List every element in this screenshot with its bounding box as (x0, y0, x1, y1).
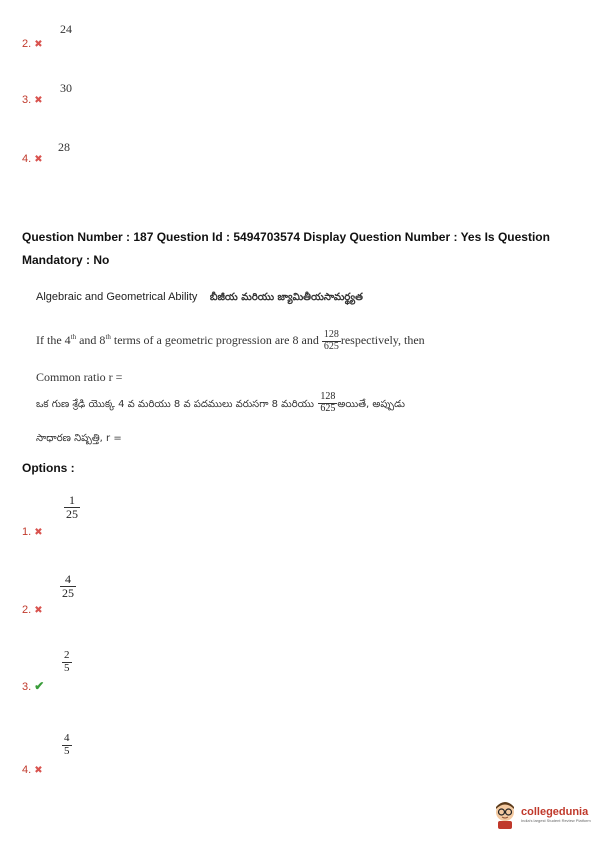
prev-option-3-value: 30 (60, 81, 72, 95)
fraction-128-625: $\frac{128}{625}$ (323, 329, 339, 352)
wrong-mark-icon: ✖ (34, 605, 43, 616)
logo-tagline: India's largest Student Review Platform (521, 818, 591, 823)
option-3[interactable] (22, 677, 44, 695)
option-3-value: $\frac{2}{5}$ (64, 649, 70, 674)
prev-option-4 (22, 149, 43, 167)
option-number: 4. (22, 153, 32, 165)
option-4-value: $\frac{4}{5}$ (64, 732, 70, 757)
wrong-mark-icon: ✖ (34, 39, 43, 50)
logo-wordmark: collegedunia (521, 806, 589, 818)
prev-option-4-value: 28 (58, 140, 70, 154)
wrong-mark-icon: ✖ (34, 527, 43, 538)
collegedunia-logo (492, 800, 591, 830)
question-text-english: If the 4th and 8th terms of a geometric progression are 8 and $\frac{128}{625}$ respectively, then (36, 329, 425, 352)
option-4[interactable] (22, 760, 43, 778)
option-1-value: $\frac{1}{25}$ (66, 493, 78, 521)
option-number: 1. (22, 526, 32, 538)
options-label: Options : (22, 461, 75, 475)
prev-option-2-value: 24 (60, 22, 72, 36)
question-text-telugu-line2: సాధారణ నిష్పత్తి, r = (36, 433, 122, 444)
option-number: 2. (22, 38, 32, 50)
question-header (22, 226, 582, 272)
option-2-value: $\frac{4}{25}$ (62, 572, 74, 600)
option-number: 3. (22, 681, 32, 693)
option-2[interactable] (22, 600, 43, 618)
subject-line (36, 287, 363, 305)
subject-english: Algebraic and Geometrical Ability (36, 291, 198, 303)
option-1[interactable] (22, 522, 43, 540)
mascot-icon (492, 800, 518, 830)
prev-option-3 (22, 90, 43, 108)
question-header-line1: Question Number : 187 Question Id : 5494703574 Display Question Number : Yes Is Question (22, 230, 550, 244)
question-text-english-line2: Common ratio r = (36, 370, 123, 384)
prev-option-2 (22, 34, 43, 52)
option-number: 2. (22, 604, 32, 616)
wrong-mark-icon: ✖ (34, 95, 43, 106)
wrong-mark-icon: ✖ (34, 154, 43, 165)
option-number: 4. (22, 764, 32, 776)
question-header-line2: Mandatory : No (22, 253, 110, 267)
subject-telugu: బీజీయ మరియు జ్యామితీయసామర్థ్యత (209, 292, 363, 303)
wrong-mark-icon: ✖ (34, 765, 43, 776)
fraction-128-625-telugu: $\frac{128}{625}$ (320, 391, 336, 414)
question-text-telugu: ఒక గుణ శ్రేఢి యొక్క 4 వ మరియు 8 వ పదములు వరుసగా 8 మరియు $\frac{128}{625}$ అయితే, అప్పుడు (36, 391, 405, 414)
option-number: 3. (22, 94, 32, 106)
correct-check-icon: ✔ (34, 679, 45, 693)
